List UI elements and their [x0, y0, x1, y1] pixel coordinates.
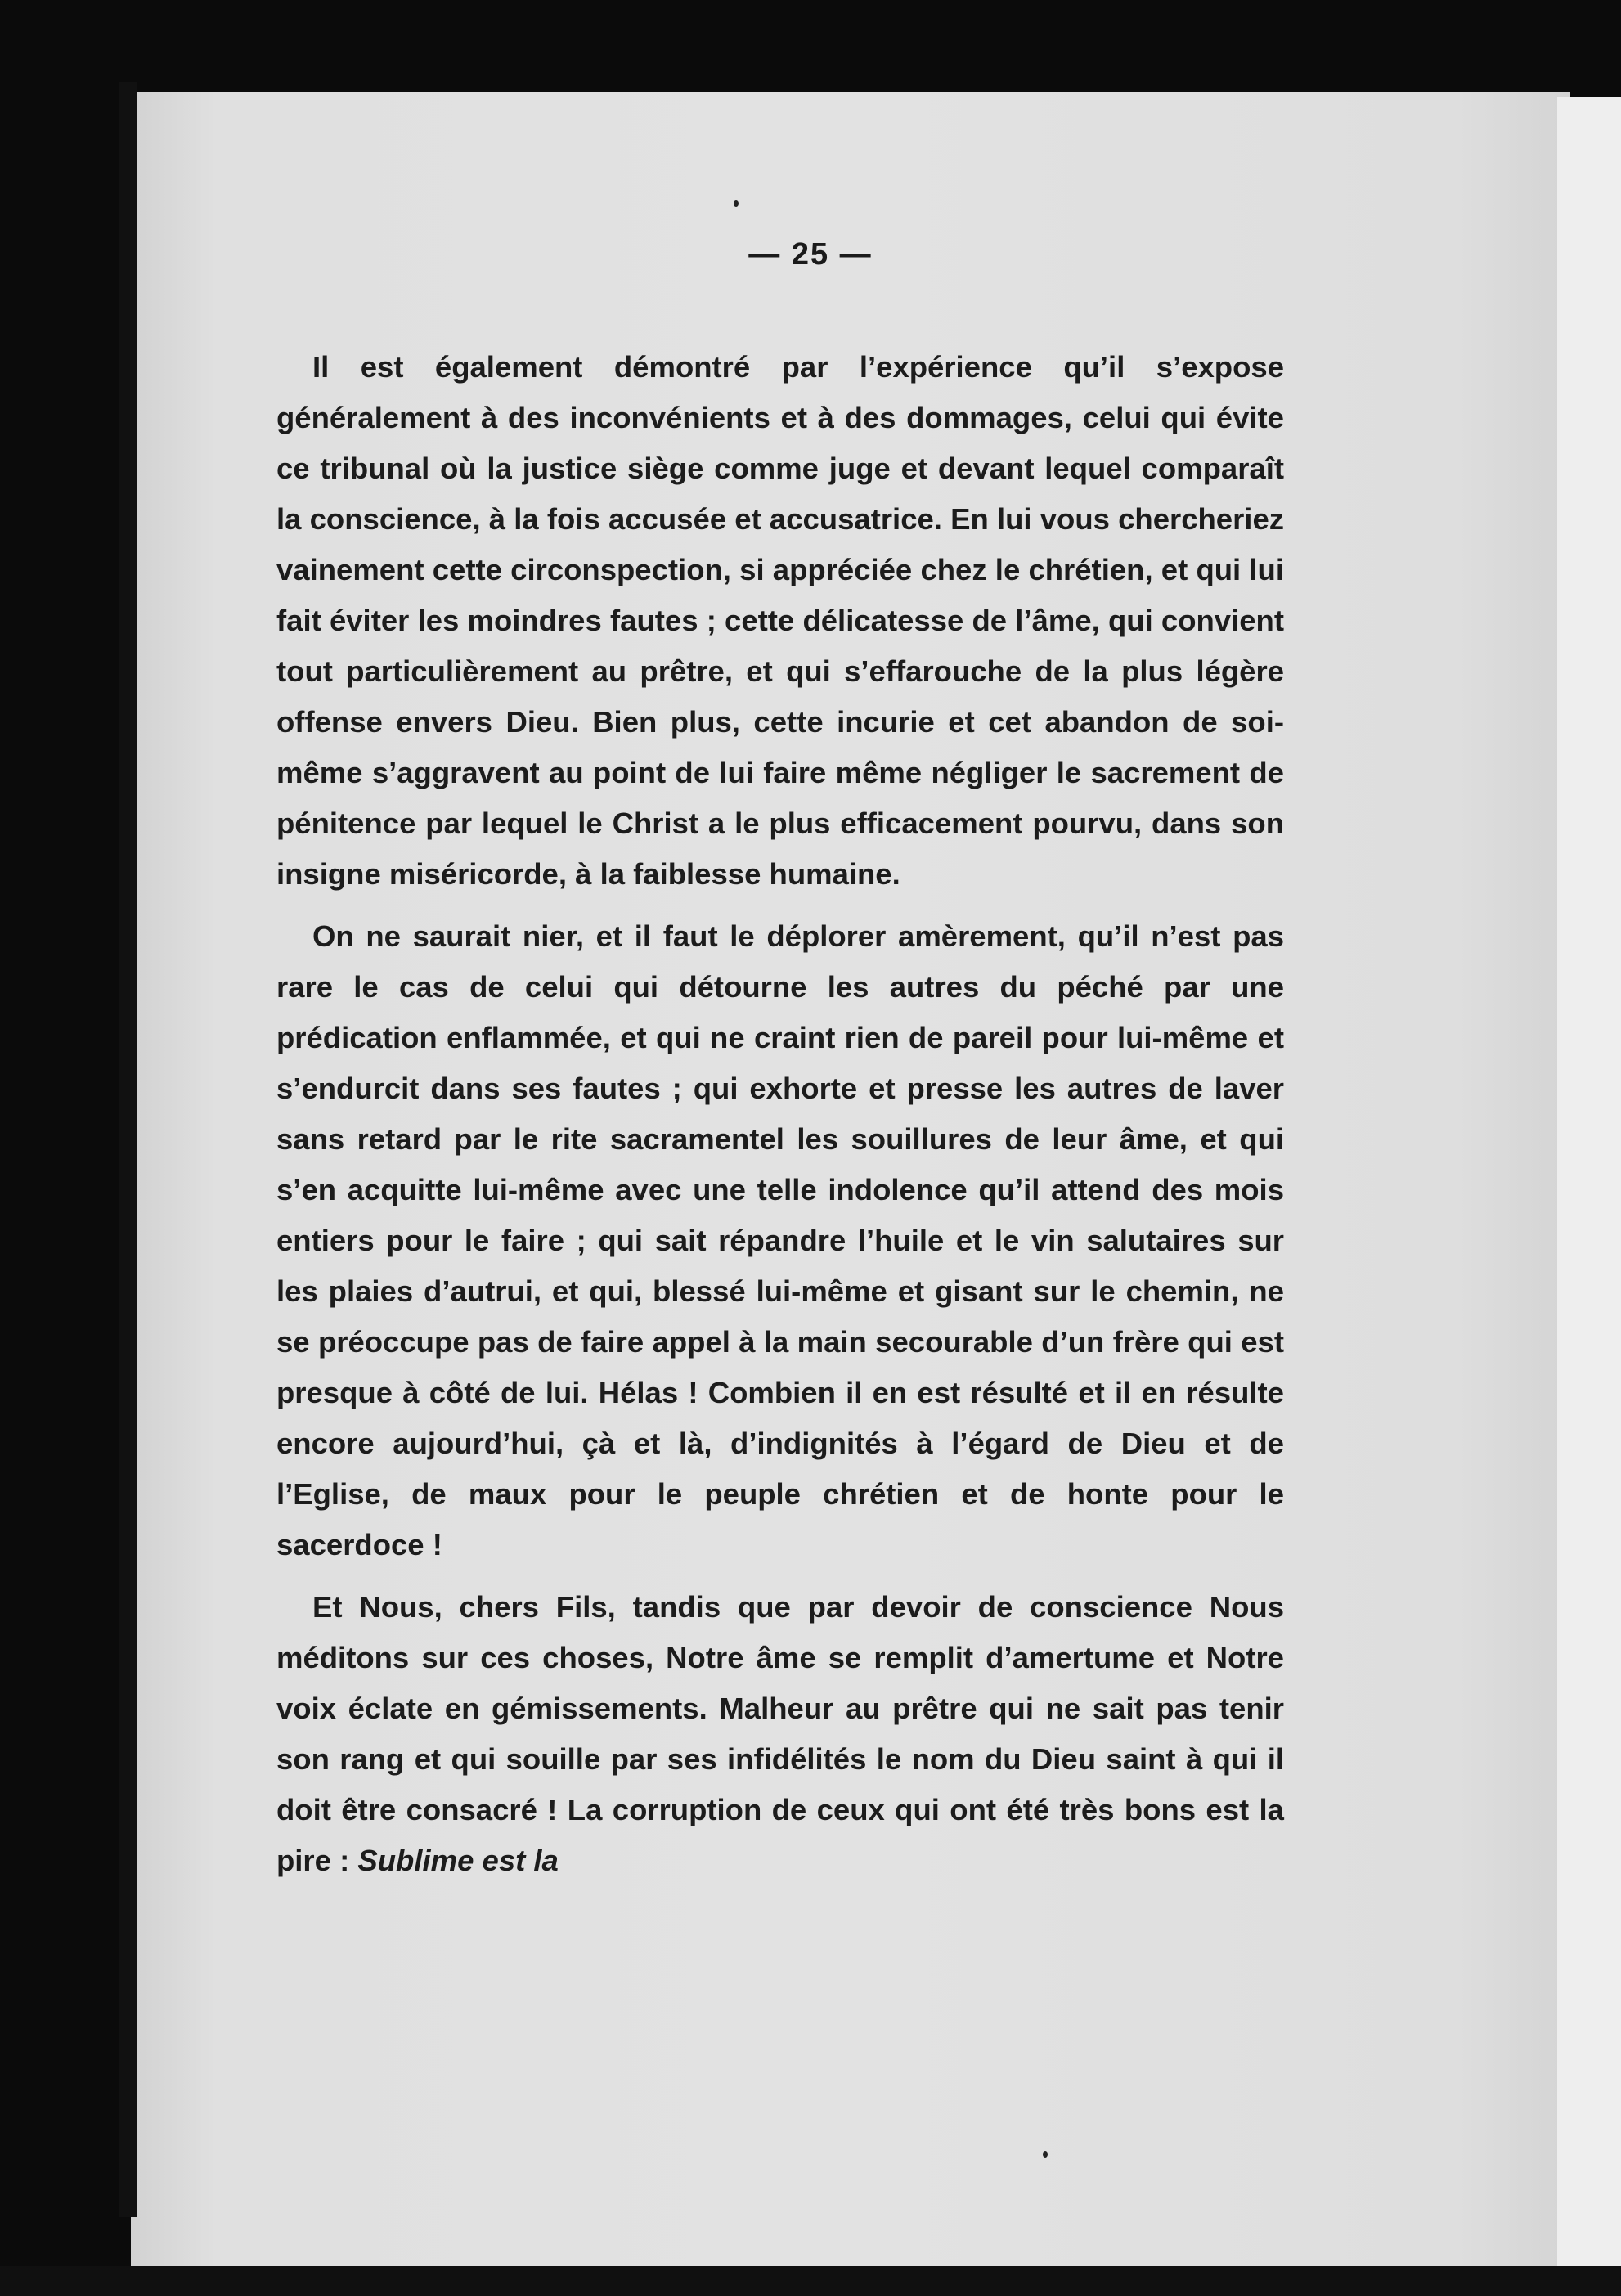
paragraph-3-italic-tail: Sublime est la [357, 1844, 559, 1877]
body-text [276, 342, 1284, 1898]
paragraph-3 [276, 1582, 1284, 1886]
paragraph-2: On ne saurait nier, et il faut le déplorer amèrement, qu’il n’est pas rare le cas de celui qui détourne les autres du péché par une prédication enflammée, et qui ne craint rien de pareil pour lui-même et s’endurcit dans ses fautes ; qui exhorte et presse les autres de laver sans retard par le rite sacramentel les souillures de leur âme, et qui s’en acquitte lui-même avec une telle indolence qu’il attend des mois entiers pour le faire ; qui sait répandre l’huile et le vin salutaires sur les plaies d’autrui, et qui, blessé lui-même et gisant sur le chemin, ne se préoccupe pas de faire appel à la main secourable d’un frère qui est presque à côté de lui. Hélas ! Combien il en est résulté et il en résulte encore aujourd’hui, çà et là, d’indignités à l’égard de Dieu et de l’Eglise, de maux pour le peuple chrétien et de honte pour le sacerdoce ! [276, 919, 1284, 1561]
scan-bottom-border [0, 2266, 1621, 2296]
binding-spine [119, 82, 137, 2217]
paragraph-1: Il est également démontré par l’expérience qu’il s’expose généralement à des inconvénients et à des dommages, celui qui évite ce tribunal où la justice siège comme juge et devant lequel comparaît la conscience, à la fois accusée et accusatrice. En lui vous chercheriez vainement cette circonspection, si appréciée chez le chrétien, et qui lui fait éviter les moindres fautes ; cette délicatesse de l’âme, qui convient tout particulièrement au prêtre, et qui s’effarouche de la plus légère offense envers Dieu. Bien plus, cette incurie et cet abandon de soi-même s’aggravent au point de lui faire même négliger le sacrement de pénitence par lequel le Christ a le plus efficacement pourvu, dans son insigne miséricorde, à la faiblesse humaine. [276, 350, 1284, 891]
ink-speck [734, 200, 739, 207]
ink-speck [1043, 2151, 1048, 2158]
page-right-edge [1557, 97, 1621, 2296]
paragraph-3-text: Et Nous, chers Fils, tandis que par devoir de conscience Nous méditons sur ces choses, Notre âme se remplit d’amertume et Notre voix éclate en gémissements. Malheur au prêtre qui ne sait pas tenir son rang et qui souille par ses infidélités le nom du Dieu saint à qui il doit être consacré ! La corruption de ceux qui ont été très bons est la pire : [276, 1590, 1284, 1877]
page-number: — 25 — [748, 237, 873, 272]
